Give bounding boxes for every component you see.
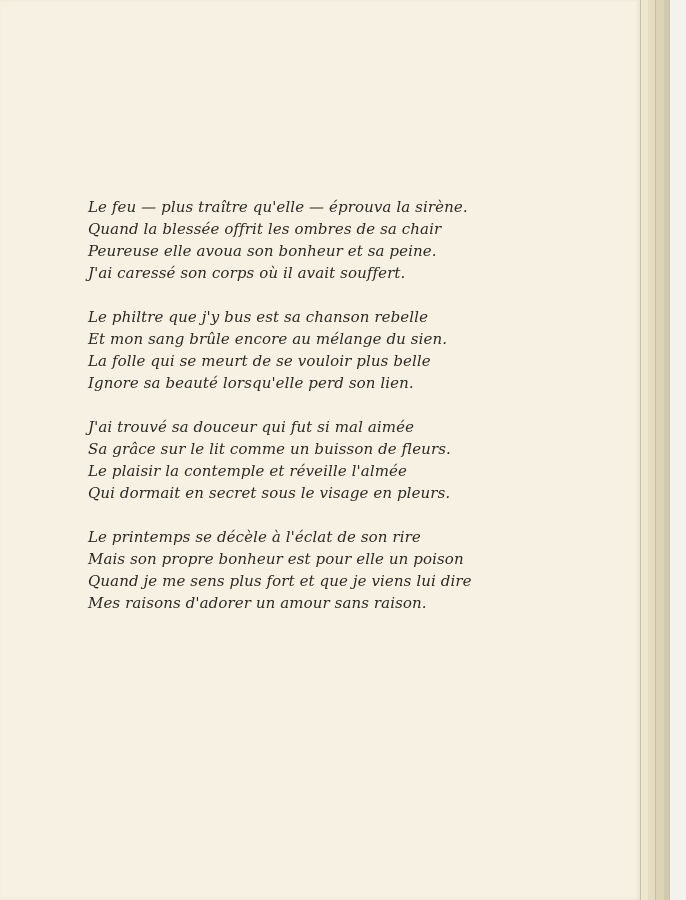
poem-line: Quand je me sens plus fort et que je viens lui dire xyxy=(88,572,472,590)
poem-line: Le philtre que j'y bus est sa chanson rebelle xyxy=(88,308,429,326)
page-edge xyxy=(655,0,664,900)
page-edge-line xyxy=(655,0,656,900)
stanza-2 xyxy=(88,306,472,394)
poem-line: Et mon sang brûle encore au mélange du sien. xyxy=(88,330,448,348)
page-edge xyxy=(640,0,648,900)
page-edge-line xyxy=(640,0,641,900)
poem-line: Le feu — plus traître qu'elle — éprouva la sirène. xyxy=(88,198,468,216)
page-edge-line xyxy=(669,0,670,900)
poem xyxy=(88,196,472,636)
poem-line: J'ai caressé son corps où il avait souffert. xyxy=(88,264,406,282)
poem-line: La folle qui se meurt de se vouloir plus belle xyxy=(88,352,431,370)
poem-line: Le plaisir la contemple et réveille l'almée xyxy=(88,462,407,480)
stanza-4 xyxy=(88,526,472,614)
poem-line: J'ai trouvé sa douceur qui fut si mal aimée xyxy=(88,418,415,436)
poem-line: Peureuse elle avoua son bonheur et sa peine. xyxy=(88,242,437,260)
poem-line: Quand la blessée offrit les ombres de sa chair xyxy=(88,220,442,238)
scan-background xyxy=(670,0,686,900)
poem-line: Ignore sa beauté lorsqu'elle perd son lien. xyxy=(88,374,414,392)
page-edge xyxy=(648,0,655,900)
poem-line: Mes raisons d'adorer un amour sans raison. xyxy=(88,594,427,612)
poem-line: Sa grâce sur le lit comme un buisson de fleurs. xyxy=(88,440,451,458)
poem-line: Qui dormait en secret sous le visage en pleurs. xyxy=(88,484,451,502)
poem-line: Mais son propre bonheur est pour elle un poison xyxy=(88,550,464,568)
stanza-1 xyxy=(88,196,472,284)
poem-line: Le printemps se décèle à l'éclat de son rire xyxy=(88,528,421,546)
stanza-3 xyxy=(88,416,472,504)
